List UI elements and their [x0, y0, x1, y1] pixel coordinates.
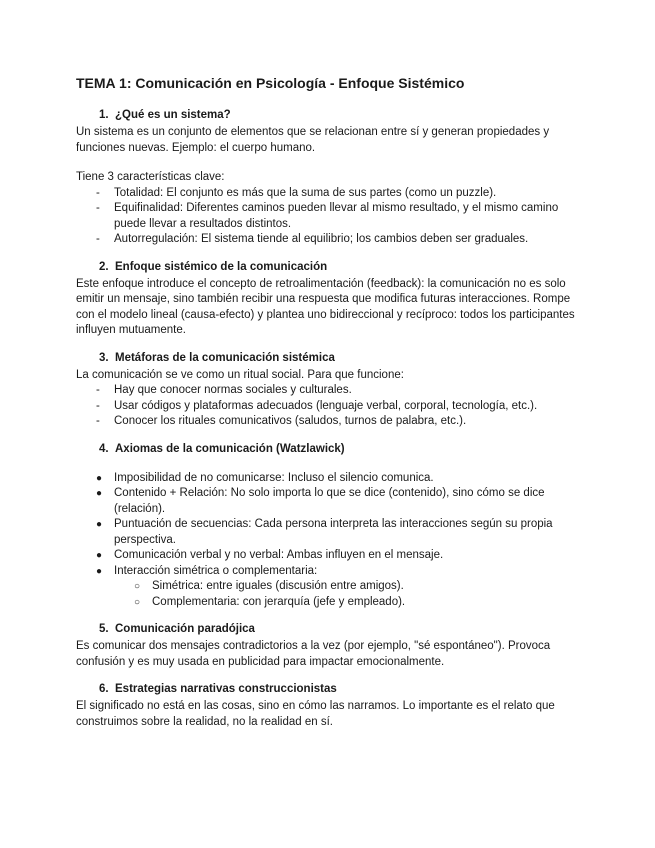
bullet-marker: ● [96, 519, 103, 530]
section-number: 6. [99, 683, 109, 695]
list-item: ● Imposibilidad de no comunicarse: Incluso el silencio comunica. [76, 471, 576, 487]
section-heading [99, 682, 576, 697]
section-number: 2. [99, 260, 109, 273]
list-item: ● Contenido + Relación: No solo importa lo que se dice (contenido), sino cómo se dice (relación). [96, 487, 545, 515]
section-heading [99, 260, 576, 275]
list-item: - Conocer los rituales comunicativos (saludos, turnos de palabra, etc.). [76, 414, 576, 430]
dash-marker: - [96, 186, 100, 199]
section-number: 3. [99, 351, 109, 364]
list-item: ● Comunicación verbal y no verbal: Ambas influyen en el mensaje. [76, 548, 576, 564]
list-item: - Equifinalidad: Diferentes caminos pueden llevar al mismo resultado, y el mismo camino puede llevar a resultados distintos. [96, 202, 559, 230]
section-1 [76, 108, 576, 248]
section-heading [99, 622, 576, 637]
paragraph: La comunicación se ve como un ritual social. Para que funcione: [76, 368, 404, 381]
bullet-marker: ● [96, 472, 103, 484]
paragraph: Tiene 3 características clave: [76, 171, 225, 183]
sub-list-item: ○ Simétrica: entre iguales (discusión entre amigos). [76, 579, 576, 595]
dash-list [76, 383, 576, 430]
list-item: ● Puntuación de secuencias: Cada persona interpreta las interacciones según su propia perspectiva. [96, 518, 553, 546]
section-heading [99, 442, 576, 457]
section-4 [76, 442, 576, 611]
list-item: - Totalidad: El conjunto es más que la suma de sus partes (como un puzzle). [76, 186, 576, 202]
list-item: - Hay que conocer normas sociales y culturales. [76, 383, 576, 399]
dash-marker: - [96, 202, 100, 214]
section-heading [99, 351, 576, 366]
section-3 [76, 351, 576, 430]
circle-marker: ○ [134, 596, 141, 608]
paragraph: Es comunicar dos mensajes contradictorios a la vez (por ejemplo, "sé espontáneo"). Provoca confusión y es muy usada en publicidad para impactar emocionalmente. [76, 640, 551, 668]
list-item: - Autorregulación: El sistema tiende al equilibrio; los cambios deben ser graduales. [76, 232, 576, 248]
paragraph: El significado no está en las cosas, sino en cómo las narramos. Lo importante es el relato que construimos sobre la realidad, no la realidad en sí. [76, 700, 555, 728]
section-number: 4. [99, 442, 109, 455]
page-title: TEMA 1: Comunicación en Psicología - Enfoque Sistémico [76, 75, 465, 91]
bullet-marker: ● [96, 488, 103, 499]
dash-marker: - [96, 415, 100, 427]
sub-list-item: ○ Complementaria: con jerarquía (jefe y empleado). [76, 595, 576, 611]
section-heading [99, 108, 576, 123]
section-2 [76, 260, 576, 339]
section-title: Axiomas de la comunicación (Watzlawick) [115, 442, 345, 455]
list-item: ● Interacción simétrica o complementaria: [76, 564, 576, 580]
paragraph: Este enfoque introduce el concepto de retroalimentación (feedback): la comunicación no es solo emitir un mensaje, sino también recibir una respuesta que modifica futuras interacciones. Rompe con el modelo lineal (causa-efecto) y plantea uno bidireccional y recíproco: todos los participantes influyen mutuamente. [76, 277, 575, 336]
section-number: 1. [99, 109, 109, 121]
document-body [76, 74, 576, 742]
bullet-marker: ● [96, 550, 103, 561]
section-title: Comunicación paradójica [115, 623, 255, 635]
paragraph: Un sistema es un conjunto de elementos que se relacionan entre sí y generan propiedades y funciones nuevas. Ejemplo: el cuerpo humano. [76, 126, 550, 154]
circle-marker: ○ [134, 581, 141, 592]
dash-marker: - [96, 399, 100, 412]
list-item: - Usar códigos y plataformas adecuados (lenguaje verbal, corporal, tecnología, etc.). [76, 399, 576, 415]
bullet-marker: ● [96, 565, 103, 577]
section-number: 5. [99, 623, 109, 635]
bullet-list [76, 471, 576, 611]
dash-list [76, 186, 576, 248]
dash-marker: - [96, 384, 100, 396]
section-5 [76, 622, 576, 670]
section-title: Enfoque sistémico de la comunicación [115, 260, 328, 273]
dash-marker: - [96, 233, 100, 245]
section-title: ¿Qué es un sistema? [115, 109, 231, 121]
section-title: Metáforas de la comunicación sistémica [115, 351, 335, 364]
section-6 [76, 682, 576, 730]
section-title: Estrategias narrativas construccionistas [115, 683, 337, 695]
